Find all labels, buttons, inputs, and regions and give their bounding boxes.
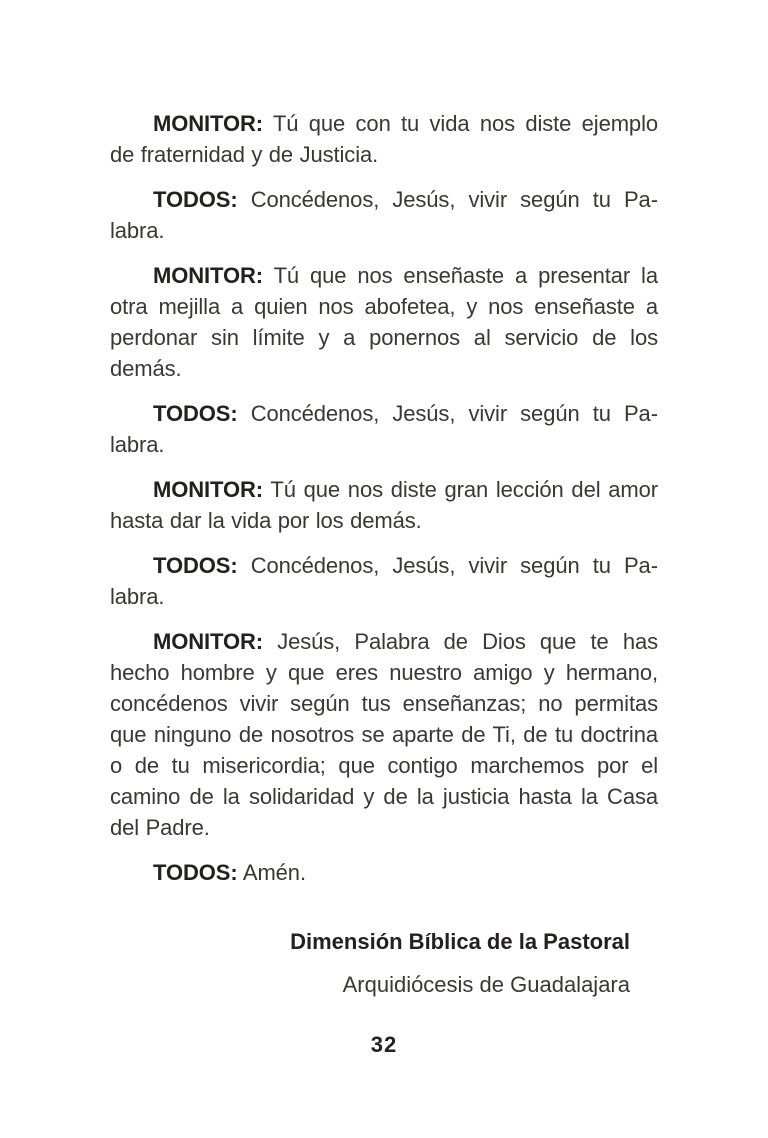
attribution-title: Dimensión Bíblica de la Pastoral [290,929,630,954]
paragraph-text: Tú que nos diste gran lección del amor hasta dar la vida por los demás. [110,477,658,533]
speaker-label: TODOS: [153,187,238,212]
paragraph-text: Concédenos, Jesús, vivir según tu Palabra. [110,553,659,609]
paragraph-text: Concédenos, Jesús, vivir según tu Palabra. [110,187,659,243]
page-number: 32 [370,1032,398,1057]
speaker-label: TODOS: [153,401,238,426]
paragraph-text: Tú que con tu vida nos diste ejemplo de fraternidad y de Justicia. [110,111,658,167]
prayer-text-block [110,108,658,1000]
paragraph-text: Concédenos, Jesús, vivir según tu Palabra. [110,401,659,457]
speaker-label: TODOS: [153,860,238,885]
page-footer [110,1032,658,1058]
prayer-paragraph [110,626,658,843]
speaker-label: MONITOR: [153,111,264,136]
speaker-label: MONITOR: [153,477,264,502]
paragraph-text: Jesús, Palabra de Dios que te has hecho hombre y que eres nuestro amigo y hermano, concédenos vivir según tus enseñanzas; no permitas que ninguno de nosotros se aparte de Ti, de tu doctrina o de tu misericordia; que contigo marchemos por el camino de la solidaridad y de la justicia hasta la Casa del Padre. [110,629,658,840]
prayer-paragraph [110,398,658,460]
attribution-subtitle: Arquidiócesis de Guadalajara [342,972,630,997]
prayer-paragraph [110,474,658,536]
speaker-label: MONITOR: [153,629,264,654]
attribution-block [110,926,658,1000]
speaker-label: TODOS: [153,553,238,578]
prayer-paragraph [110,857,658,888]
paragraph-text: Amén. [242,860,306,885]
prayer-paragraph [110,184,658,246]
paragraph-text: Tú que nos enseñaste a presentar la otra mejilla a quien nos abofetea, y nos enseñaste a perdonar sin límite y a ponernos al servicio de los demás. [110,263,658,381]
prayer-paragraph [110,260,658,384]
prayer-paragraph [110,108,658,170]
speaker-label: MONITOR: [153,263,264,288]
prayer-paragraph [110,550,658,612]
